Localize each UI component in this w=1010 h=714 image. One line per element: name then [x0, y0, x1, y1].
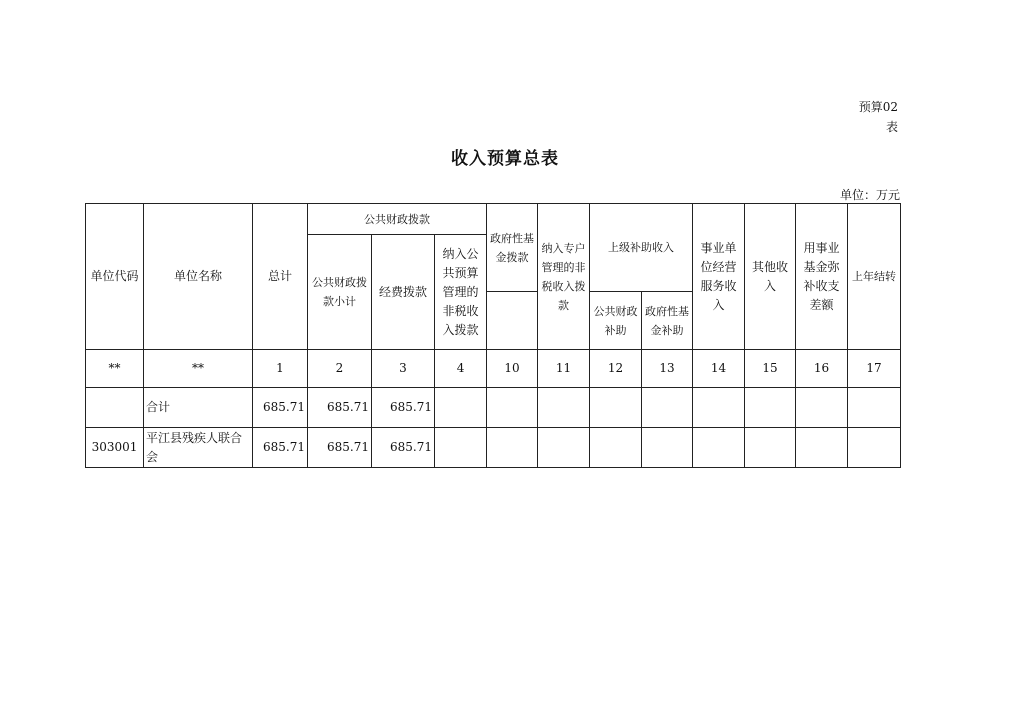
- header-public-subtotal: 公共财政拨款小计: [308, 235, 372, 350]
- income-budget-table: [85, 203, 901, 468]
- row-total: 685.71: [253, 428, 308, 468]
- row-cell: [745, 388, 796, 428]
- index-row: [86, 350, 901, 388]
- table-row: [86, 428, 901, 468]
- row-cell: [487, 388, 538, 428]
- row-cell: [590, 428, 642, 468]
- index-cell: 14: [693, 350, 745, 388]
- row-cell: [848, 428, 901, 468]
- row-code: [86, 388, 144, 428]
- row-cell: [693, 388, 745, 428]
- row-cell: [848, 388, 901, 428]
- header-gov-fund-lower: [487, 292, 538, 350]
- header-unit-code: 单位代码: [86, 204, 144, 350]
- row-cell: [745, 428, 796, 468]
- row-cell: [435, 428, 487, 468]
- row-subtotal: 685.71: [308, 428, 372, 468]
- index-cell: 3: [372, 350, 435, 388]
- row-subtotal: 685.71: [308, 388, 372, 428]
- row-code: 303001: [86, 428, 144, 468]
- header-nontax-budget: 纳入公共预算管理的非税收入拨款: [435, 235, 487, 350]
- header-gov-fund: 政府性基金拨款: [487, 204, 538, 292]
- index-cell: 1: [253, 350, 308, 388]
- page-title: 收入预算总表: [451, 149, 559, 169]
- index-cell: 10: [487, 350, 538, 388]
- table-row: [86, 388, 901, 428]
- row-total: 685.71: [253, 388, 308, 428]
- header-public-finance: 公共财政拨款: [308, 204, 487, 235]
- index-cell: 12: [590, 350, 642, 388]
- header-special-nontax: 纳入专户管理的非税收入拨款: [538, 204, 590, 350]
- row-cell: [590, 388, 642, 428]
- row-cell: [642, 428, 693, 468]
- row-cell: [538, 388, 590, 428]
- header-carry-over: 上年结转: [848, 204, 901, 350]
- index-cell: 4: [435, 350, 487, 388]
- row-cell: [538, 428, 590, 468]
- row-cell: [435, 388, 487, 428]
- row-name: 平江县残疾人联合会: [144, 428, 253, 468]
- header-unit-name: 单位名称: [144, 204, 253, 350]
- index-cell: 17: [848, 350, 901, 388]
- index-cell: **: [144, 350, 253, 388]
- row-cell: [642, 388, 693, 428]
- header-total: 总计: [253, 204, 308, 350]
- unit-label: 单位：万元: [839, 188, 900, 202]
- header-fund-offset: 用事业基金弥补收支差额: [796, 204, 848, 350]
- header-sup-gov-fund: 政府性基金补助: [642, 292, 693, 350]
- index-cell: 11: [538, 350, 590, 388]
- index-cell: 2: [308, 350, 372, 388]
- form-code-line1: 预算02: [858, 100, 898, 114]
- row-expense: 685.71: [372, 388, 435, 428]
- index-cell: **: [86, 350, 144, 388]
- row-name: 合计: [144, 388, 253, 428]
- form-code: [859, 97, 898, 137]
- index-cell: 13: [642, 350, 693, 388]
- header-other-income: 其他收入: [745, 204, 796, 350]
- header-sup-public: 公共财政补助: [590, 292, 642, 350]
- index-cell: 16: [796, 350, 848, 388]
- index-cell: 15: [745, 350, 796, 388]
- row-cell: [796, 388, 848, 428]
- form-code-line2: 表: [885, 120, 898, 134]
- row-expense: 685.71: [372, 428, 435, 468]
- row-cell: [796, 428, 848, 468]
- row-cell: [693, 428, 745, 468]
- header-expense-allocation: 经费拨款: [372, 235, 435, 350]
- row-cell: [487, 428, 538, 468]
- header-superior-subsidy: 上级补助收入: [590, 204, 693, 292]
- header-business-income: 事业单位经营服务收入: [693, 204, 745, 350]
